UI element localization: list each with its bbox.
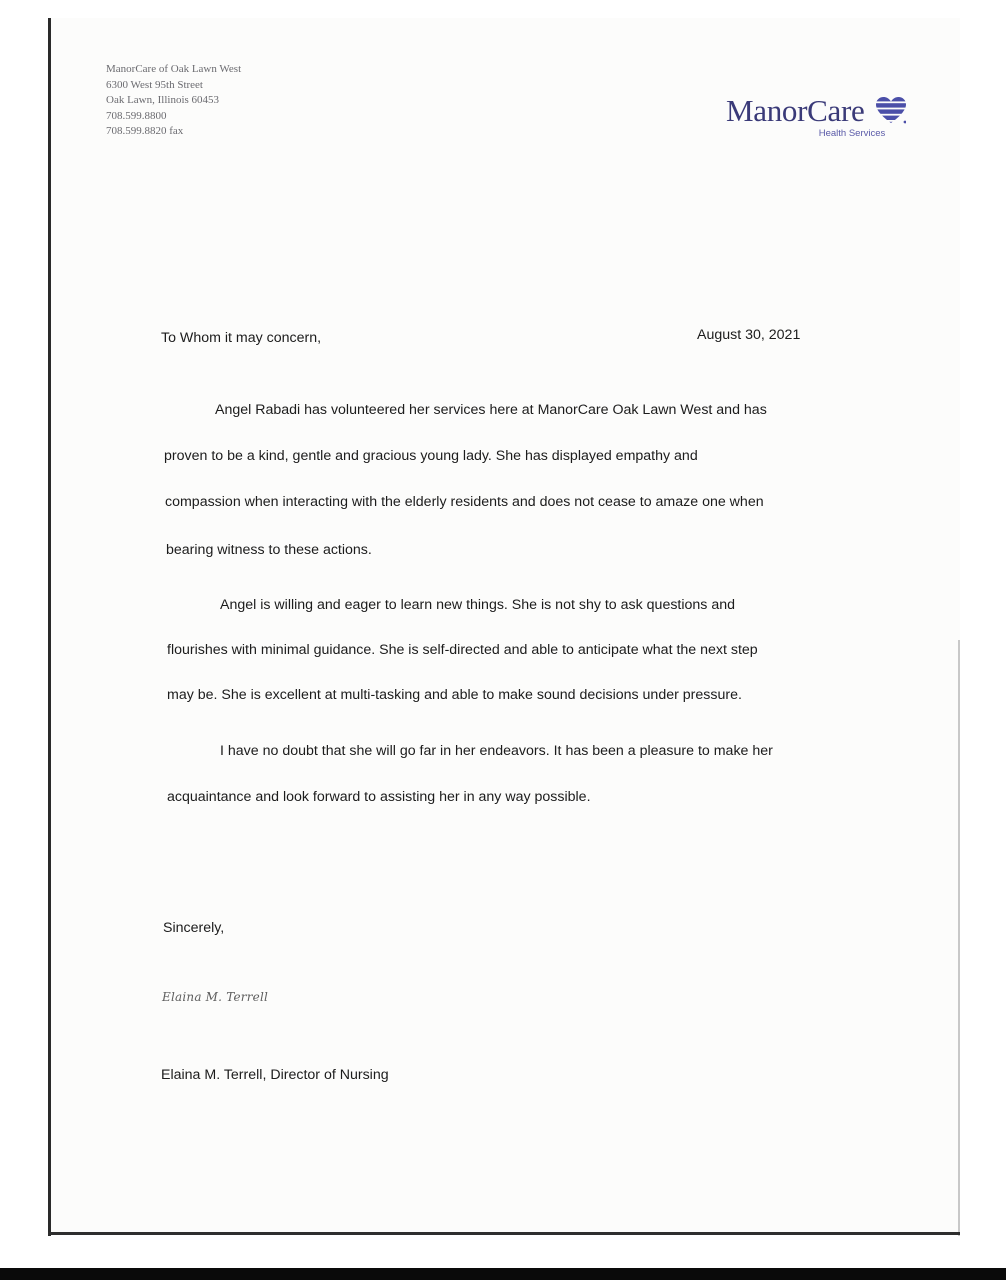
address-line: Oak Lawn, Illinois 60453: [106, 94, 220, 106]
logo-wordmark: ManorCare: [726, 93, 865, 128]
salutation: To Whom it may concern,: [161, 330, 322, 346]
signatory-line: Elaina M. Terrell, Director of Nursing: [161, 1067, 389, 1083]
address-line: ManorCare of Oak Lawn West: [106, 63, 242, 75]
address-line: 708.599.8800: [106, 109, 167, 122]
background-band: [0, 1268, 1006, 1280]
paragraph-line: compassion when interacting with the elderly residents and does not cease to amaze one when: [165, 494, 764, 510]
logo-tagline: Health Services: [818, 128, 886, 139]
paragraph-line: Angel Rabadi has volunteered her services here at ManorCare Oak Lawn West and has: [215, 402, 767, 418]
manorcare-logo: [726, 93, 916, 143]
letter-page: [50, 18, 960, 1234]
paragraph-line: bearing witness to these actions.: [166, 542, 372, 558]
paragraph-line: may be. She is excellent at multi-tasking and able to make sound decisions under pressure.: [167, 687, 742, 703]
signature: Elaina M. Terrell: [162, 990, 269, 1004]
address-line: 708.599.8820 fax: [106, 125, 184, 137]
page-edge-right: [958, 640, 960, 1236]
page-edge-bottom: [48, 1232, 960, 1235]
heart-icon: [876, 97, 906, 125]
letter-date: August 30, 2021: [697, 327, 801, 343]
paragraph-line: proven to be a kind, gentle and gracious young lady. She has displayed empathy and: [164, 448, 698, 464]
paragraph-line: Angel is willing and eager to learn new things. She is not shy to ask questions and: [220, 597, 736, 613]
paragraph-line: acquaintance and look forward to assisting her in any way possible.: [167, 789, 591, 805]
paragraph-line: flourishes with minimal guidance. She is self-directed and able to anticipate what the next step: [167, 642, 758, 658]
address-line: 6300 West 95th Street: [106, 78, 203, 91]
paragraph-line: I have no doubt that she will go far in her endeavors. It has been a pleasure to make her: [220, 743, 773, 759]
letterhead-address: [106, 62, 241, 140]
closing: Sincerely,: [163, 920, 225, 936]
page-edge-left: [48, 18, 51, 1236]
